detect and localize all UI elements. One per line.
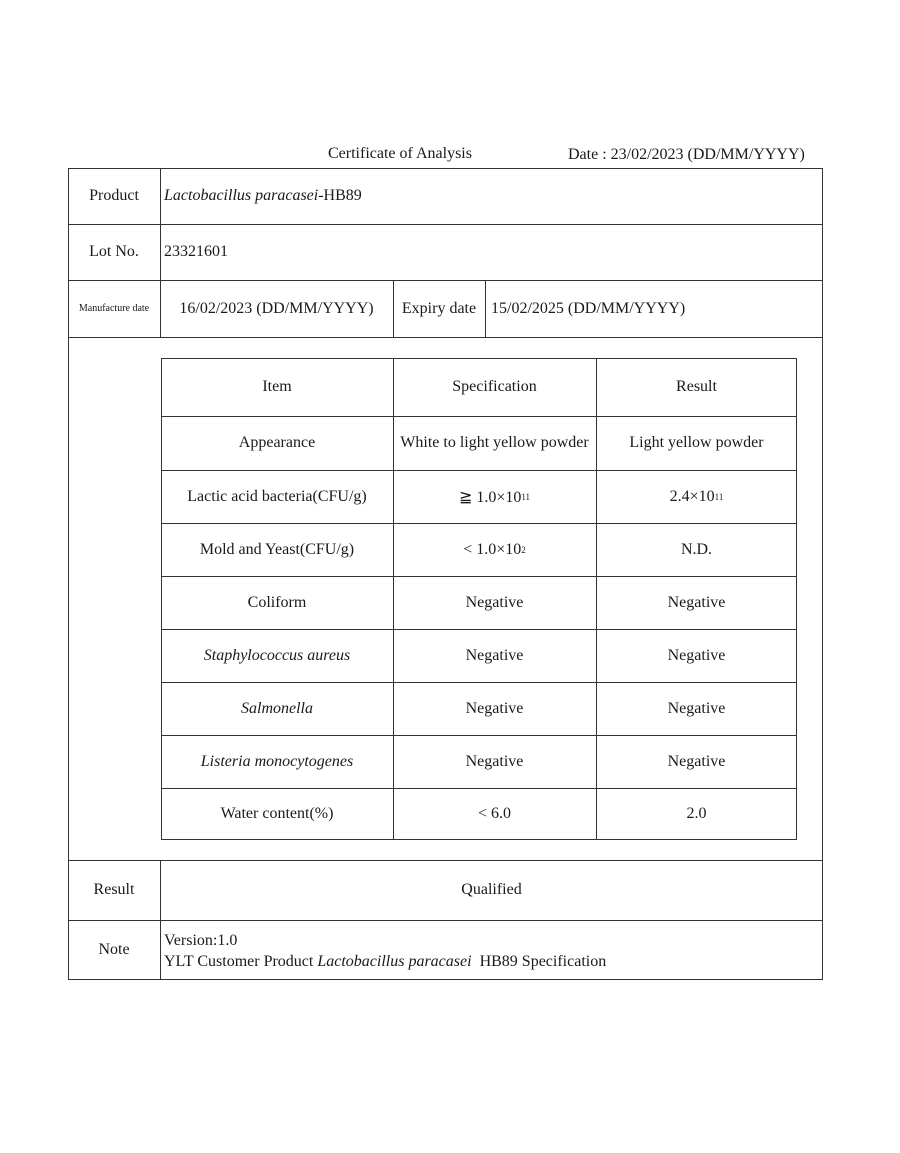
table-row-result: 2.4×10 11 [669,487,724,505]
expiry-date-value: 15/02/2025 (DD/MM/YYYY) [491,299,686,317]
product-code: -HB89 [318,187,362,204]
table-row-spec: < 1.0×10 2 [463,540,526,558]
result-base: 2.4×10 [669,487,715,505]
spec-base: < 1.0×10 [463,540,522,558]
divider [68,337,823,338]
product-value [160,168,824,224]
table-row-spec: Negative [465,699,524,717]
note-label: Note [98,941,130,958]
table-row-result: Negative [667,646,726,664]
table-row-spec: White to light yellow powder [400,434,589,451]
spec-base: ≧ 1.0×10 [458,488,522,506]
manufacture-date-value: 16/02/2023 (DD/MM/YYYY) [179,299,374,317]
table-row-result: Negative [667,752,726,770]
table-row-spec: Negative [465,646,524,664]
expiry-date-label: Expiry date [401,299,477,317]
product-label: Product [89,187,139,204]
lot-value: 23321601 [164,243,228,260]
table-row-item: Coliform [247,593,307,611]
lot-label: Lot No. [89,243,139,260]
table-row-spec: Negative [465,752,524,770]
table-row-spec: < 6.0 [477,805,512,822]
table-row-item: Appearance [238,434,316,451]
table-row-item: Staphylococcus aureus [203,646,351,664]
manufacture-date-label: Manufacture date [78,303,150,314]
table-row-result: 2.0 [686,805,707,822]
column-header-item: Item [262,378,292,395]
document-title: Certificate of Analysis [328,145,472,162]
table-row-item: Water content(%) [220,805,334,822]
note-species: Lactobacillus paracasei [317,953,472,970]
table-row-item: Lactic acid bacteria(CFU/g) [187,487,367,505]
table-row-result: Negative [667,699,726,717]
note-suffix: HB89 Specification [471,953,607,970]
divider [68,920,823,921]
table-row-spec: ≧ 1.0×10 11 [458,488,531,506]
table-row-item: Mold and Yeast(CFU/g) [199,540,355,558]
table-row-result: N.D. [680,540,713,558]
note-prefix: YLT Customer Product [164,953,318,970]
column-header-specification: Specification [452,378,537,395]
result-value: Qualified [461,881,522,898]
table-row-result: Light yellow powder [629,434,764,451]
table-row-result: Negative [667,593,726,611]
document-date: Date : 23/02/2023 (DD/MM/YYYY) [568,146,805,163]
note-specification [164,953,606,971]
note-version: Version:1.0 [164,932,238,949]
divider [485,280,486,337]
result-label: Result [93,881,135,898]
table-row-item: Salmonella [241,699,313,717]
table-row-item: Listeria monocytogenes [200,752,354,770]
table-row-spec: Negative [465,593,524,611]
column-header-result: Result [676,378,717,395]
product-name: Lactobacillus paracasei [164,187,319,204]
